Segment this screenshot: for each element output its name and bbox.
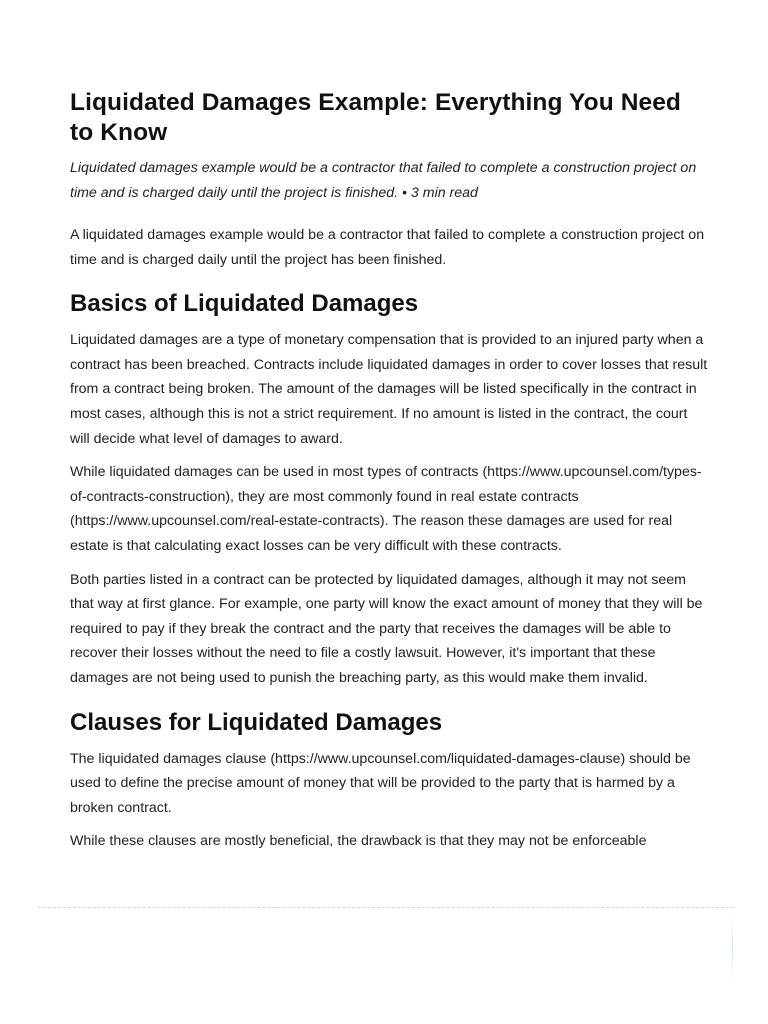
section-heading-basics: Basics of Liquidated Damages — [70, 290, 419, 318]
paragraph: The liquidated damages clause (https://www.upcounsel.com/liquidated-damages-clause) should be used to define the precise amount of money that will be provided to the party that is harmed by a broken contract. — [70, 750, 691, 816]
article-title: Liquidated Damages Example: Everything You Need to Know — [70, 89, 682, 146]
paragraph: Liquidated damages are a type of monetary compensation that is provided to an injured party when a contract has been breached. Contracts include liquidated damages in order to cover losses that result from a contract being broken. The amount of the damages will be listed specifically in the contract in most cases, although this is not a strict requirement. If no amount is listed in the contract, the court will decide what level of damages to award. — [70, 332, 708, 447]
article — [70, 88, 710, 863]
article-subtitle: Liquidated damages example would be a contractor that failed to complete a construction project on time and is charged daily until the project is finished. • 3 min read — [70, 160, 697, 201]
section-heading-clauses: Clauses for Liquidated Damages — [70, 708, 443, 736]
paragraph: Both parties listed in a contract can be protected by liquidated damages, although it may not seem that way at first glance. For example, one party will know the exact amount of money that they will be required to pay if they break the contract and the party that receives the damages will be able to recover their losses without the need to file a costly lawsuit. However, it's important that these damages are not being used to punish the breaching party, as this would make them invalid. — [70, 571, 703, 686]
page-edge — [732, 912, 733, 984]
intro-paragraph: A liquidated damages example would be a contractor that failed to complete a construction project on time and is charged daily until the project has been finished. — [70, 227, 705, 268]
paragraph: While liquidated damages can be used in most types of contracts (https://www.upcounsel.com/types-of-contracts-construction), they are most commonly found in real estate contracts (https://www.upcounsel.com/real-estate-contracts). The reason these damages are used for real estate is that calculating exact losses can be very difficult with these contracts. — [70, 464, 702, 554]
page-break-divider — [38, 907, 734, 908]
paragraph: While these clauses are mostly beneficial, the drawback is that they may not be enforceable — [70, 833, 647, 850]
